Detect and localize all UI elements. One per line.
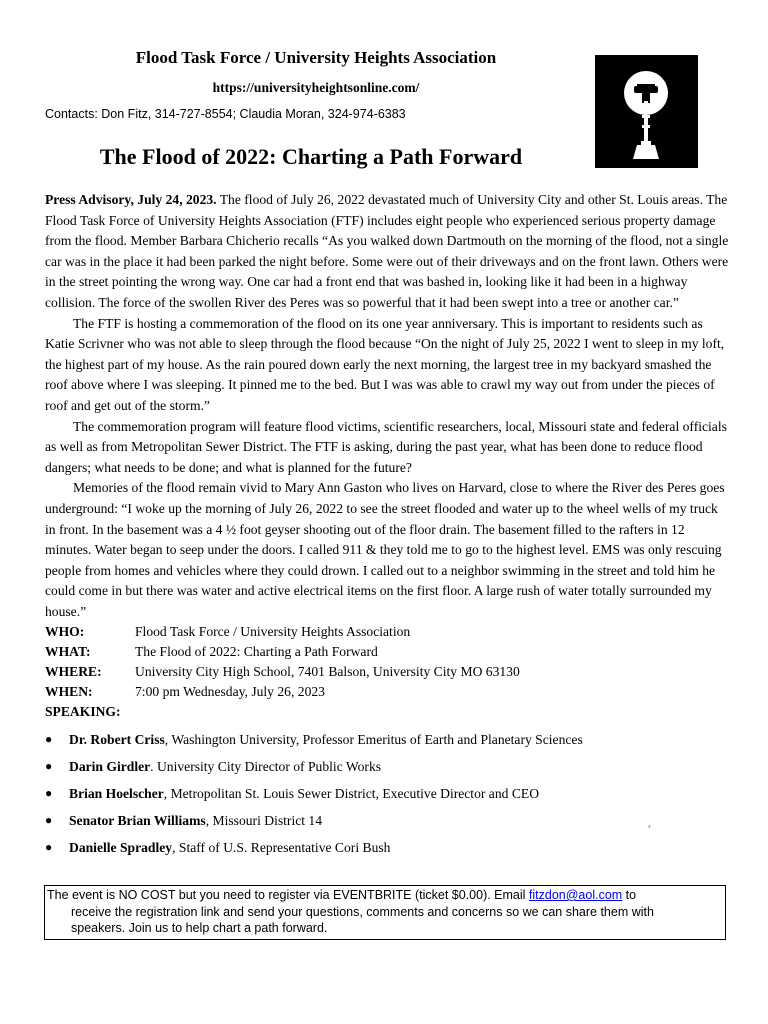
speaker-detail: , Metropolitan St. Louis Sewer District, Executive Director and CEO	[163, 786, 540, 802]
fact-label: WHO:	[45, 624, 85, 640]
fact-value: Flood Task Force / University Heights Association	[135, 624, 411, 640]
bullet-icon: ●	[45, 813, 53, 828]
advisory-lead: Press Advisory, July 24, 2023.	[45, 192, 217, 207]
fact-label: WHEN:	[45, 684, 93, 700]
fact-where	[45, 662, 730, 682]
list-item	[45, 834, 730, 861]
page-title: The Flood of 2022: Charting a Path Forward	[99, 144, 523, 169]
list-item	[45, 807, 730, 834]
speaker-name: Dr. Robert Criss	[69, 732, 165, 748]
speaker-detail: . University City Director of Public Works	[150, 759, 382, 775]
fact-when	[45, 682, 730, 702]
event-facts	[45, 622, 730, 722]
bullet-icon: ●	[45, 732, 53, 747]
paragraph-3: The commemoration program will feature flood victims, scientific researchers, local, Missouri state and federal officials as well as from Metropolitan Sewer District. The FTF is asking, during the past year, what has been done to reduce flood dangers; what needs to be done; and what is planned for the future?	[45, 418, 727, 475]
paragraph-1	[45, 190, 730, 314]
fact-what	[45, 642, 730, 662]
registration-text-end: to	[622, 888, 637, 902]
paragraph-1-text: The flood of July 26, 2022 devastated much of University City and other St. Louis areas. The Flood Task Force of University Heights Association (FTF) includes eight people who experienced serious property damage from the flood. Member Barbara Chicherio recalls “As you walked down Dartmouth on the morning of the flood, not a single car was in the place it had been parked the night before. Some were out of their driveways and on the front lawn. Others were in the street pointing the wrong way. One car had a front end that was bashed in, looking like it had been in a highway collision. The force of the swollen River des Peres was so powerful that it had been swept into a tree or another car.”	[45, 192, 729, 310]
registration-line-2: receive the registration link and send your questions, comments and concerns so we can share them with	[71, 904, 654, 919]
bullet-icon: ●	[45, 840, 53, 855]
list-item	[45, 780, 730, 807]
speaking-label: SPEAKING:	[45, 704, 121, 720]
speaker-name: Darin Girdler	[69, 759, 151, 775]
fact-label: WHAT:	[45, 644, 91, 660]
speaker-name: Brian Hoelscher	[69, 786, 164, 802]
fact-value: University City High School, 7401 Balson, University City MO 63130	[135, 664, 520, 680]
press-advisory-body	[45, 190, 730, 861]
registration-line-3: speakers. Join us to help chart a path forward.	[71, 921, 328, 935]
speaker-name: Danielle Spradley	[69, 840, 173, 856]
speaker-list	[45, 726, 730, 861]
fact-value: 7:00 pm Wednesday, July 26, 2023	[135, 684, 325, 700]
stray-mark: ▪	[648, 822, 651, 831]
speaker-detail: , Missouri District 14	[205, 813, 323, 829]
contacts-line: Contacts: Don Fitz, 314-727-8554; Claudia Moran, 324-974-6383	[45, 107, 406, 121]
speaker-detail: , Staff of U.S. Representative Cori Bush	[172, 840, 391, 856]
registration-text: The event is NO COST but you need to register via EVENTBRITE (ticket $0.00). Email	[47, 888, 529, 902]
fact-label: WHERE:	[45, 664, 102, 680]
header-organization: Flood Task Force / University Heights Association	[135, 48, 497, 67]
speaker-name: Senator Brian Williams	[69, 813, 206, 829]
list-item	[45, 753, 730, 780]
list-item	[45, 726, 730, 753]
speaker-detail: , Washington University, Professor Emeritus of Earth and Planetary Sciences	[164, 732, 583, 748]
bullet-icon: ●	[45, 759, 53, 774]
fact-value: The Flood of 2022: Charting a Path Forward	[135, 644, 378, 660]
paragraph-2: The FTF is hosting a commemoration of the flood on its one year anniversary. This is important to residents such as Katie Scrivner who was not able to sleep through the flood because “On the night of July 25, 2022 I went to sleep in my loft, the highest part of my house. As the rain poured down early the next morning, the largest tree in my backyard smashed the roof above where I was sleeping. It pinned me to the bed. But I was was able to crawl my way out from under the pieces of roof and get out of the storm.”	[45, 315, 725, 413]
registration-box	[44, 885, 726, 940]
paragraph-4: Memories of the flood remain vivid to Mary Ann Gaston who lives on Harvard, close to where the River des Peres goes underground: “I woke up the morning of July 26, 2022 to see the street flooded and water up to the wheel wells of my truck in front. In the basement was a 4 ½ foot geyser shooting out of the floor drain. The basement filled to the rafters in 12 minutes. Water began to seep under the doors. I called 911 & they told me to go to the highest level. EMS was only rescuing people from homes and vehicles where they could drown. I called out to a neighbor swimming in the street and told him he could come in but there was water and active electrical items on the first floor. A large rush of water totally surrounded my house.”	[45, 480, 725, 619]
registration-line-1	[47, 887, 721, 904]
bullet-icon: ●	[45, 786, 53, 801]
email-link[interactable]: fitzdon@aol.com	[528, 888, 623, 902]
header-url: https://universityheightsonline.com/	[212, 80, 420, 95]
fact-who	[45, 622, 730, 642]
